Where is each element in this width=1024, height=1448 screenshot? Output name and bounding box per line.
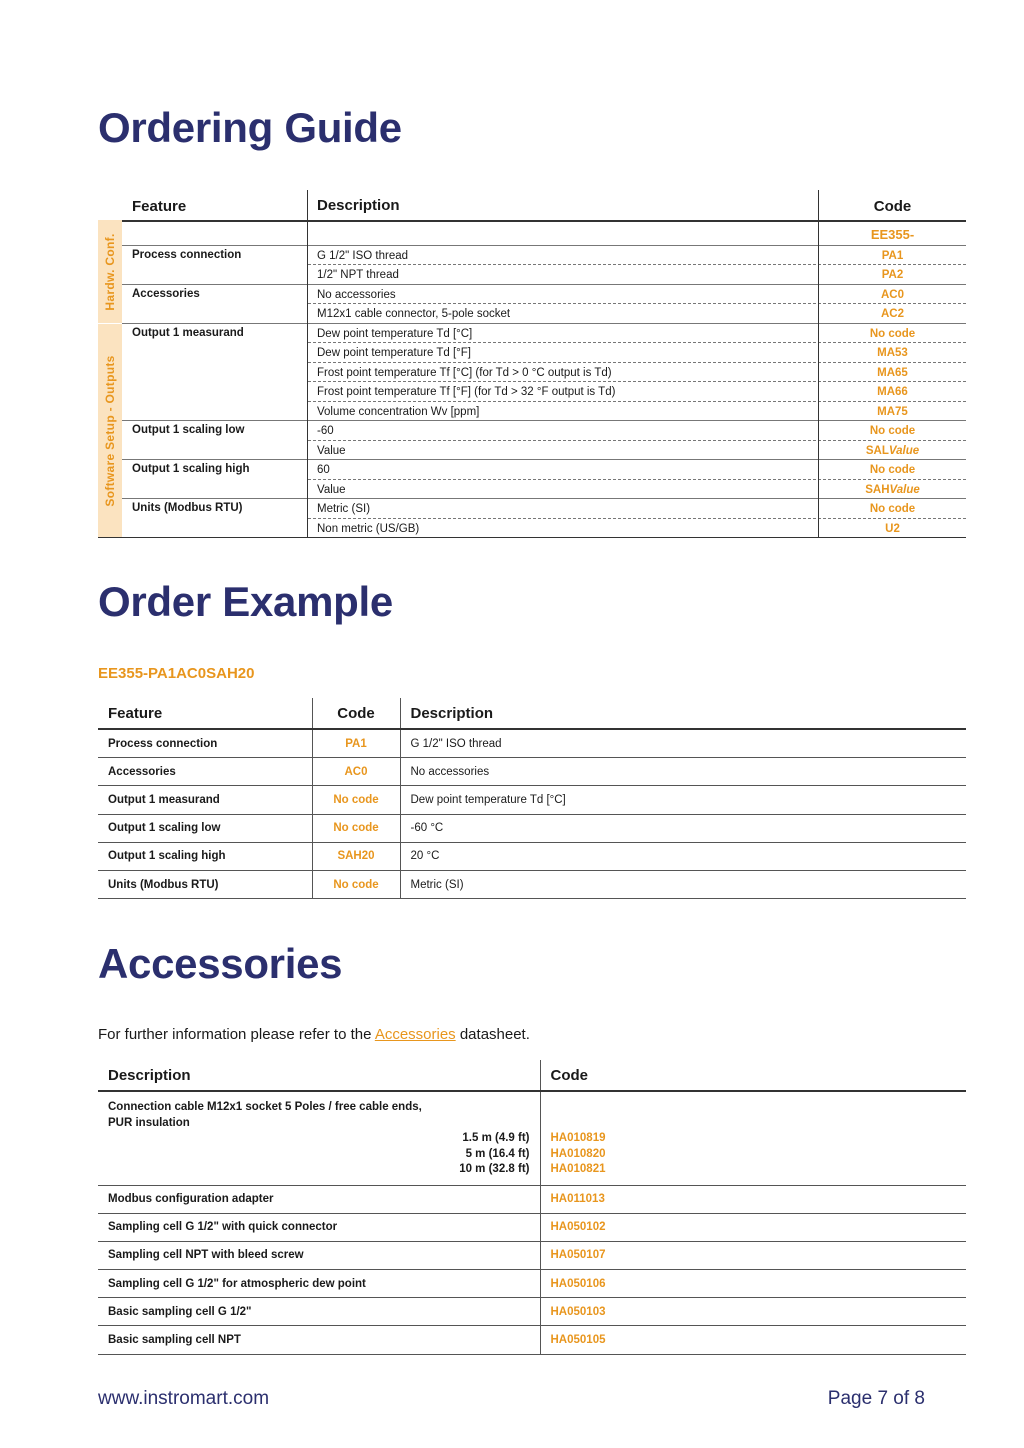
group-label: Software Setup - Outputs [103,355,117,507]
ordering-guide-header [98,190,966,222]
ordering-guide-title: Ordering Guide [98,104,402,151]
order-example-row [98,842,966,870]
row-code [819,386,966,398]
row-description: No accessories [317,288,396,301]
ordering-guide-table [98,190,966,538]
row-description: G 1/2" ISO thread [400,729,966,758]
row-feature: Output 1 scaling high [132,463,250,475]
row-feature: Accessories [98,758,312,786]
header-description: Description [317,197,400,214]
accessories-header [98,1060,966,1091]
row-description: 60 [317,464,330,476]
order-example-row [98,758,966,786]
ordering-guide-row [98,402,966,422]
order-example-row [98,786,966,814]
row-code [819,328,966,340]
row-code: AC0 [312,758,400,786]
row-code [819,406,966,418]
row-code: No code [312,870,400,898]
order-example-row [98,814,966,842]
intro-text: For further information please refer to the [98,1026,375,1043]
row-code-text: No code [869,327,916,340]
accessory-code: HA050106 [540,1270,966,1298]
row-description: Value [317,483,346,496]
row-code [819,289,966,301]
row-code: No code [312,814,400,842]
row-code-text: PA2 [881,269,904,281]
footer-page-number: Page 7 of 8 [827,1388,925,1409]
row-code-text: AC2 [880,308,904,320]
row-feature: Output 1 scaling high [98,842,312,870]
row-code-text: U2 [885,522,900,535]
row-feature: Units (Modbus RTU) [98,870,312,898]
row-description: Dew point temperature Td [°F] [317,347,471,359]
base-code: EE355- [870,227,915,242]
accessory-description: Basic sampling cell NPT [98,1326,540,1354]
ordering-guide-row [98,285,966,305]
ordering-guide-rows [98,246,966,539]
row-code-italic: Value [888,444,920,457]
accessory-description: Sampling cell G 1/2" with quick connector [98,1213,540,1241]
accessory-code: HA050107 [540,1241,966,1269]
row-feature: Output 1 measurand [132,326,244,339]
row-feature: Units (Modbus RTU) [132,502,243,514]
row-code [819,445,966,457]
row-description: Dew point temperature Td [°C] [400,786,966,814]
row-code-text: AC0 [880,288,904,301]
row-feature: Output 1 scaling low [132,424,245,436]
row-description: Metric (SI) [317,503,371,515]
row-description: -60 °C [400,814,966,842]
row-code [819,503,966,515]
accessory-row [98,1185,966,1213]
ordering-guide-row [98,421,966,441]
row-code-text: No code [869,425,916,437]
accessory-row [98,1213,966,1241]
intro-text-end: datasheet. [455,1026,530,1043]
row-code-text: No code [869,503,916,515]
group-label: Hardw. Conf. [103,232,117,311]
cable-line-2: PUR insulation [108,1116,190,1129]
accessory-description: Basic sampling cell G 1/2" [98,1298,540,1326]
cable-description [98,1091,540,1185]
cable-code: HA010820 [550,1147,606,1160]
accessory-row [98,1241,966,1269]
group-hardware-config [98,220,122,323]
accessories-table [98,1060,966,1355]
accessory-row [98,1270,966,1298]
cable-codes [551,1131,957,1178]
row-code-text: No code [869,464,916,476]
row-code [819,269,966,281]
ordering-guide-row [98,499,966,519]
cable-lengths [108,1131,530,1178]
row-code [819,347,966,359]
accessory-code: HA011013 [540,1185,966,1213]
cable-length: 5 m (16.4 ft) [465,1147,530,1160]
row-code [819,425,966,437]
row-description: M12x1 cable connector, 5-pole socket [317,308,511,320]
order-example-row [98,729,966,758]
header-feature: Feature [98,698,312,729]
row-code: PA1 [312,729,400,758]
ordering-guide-row [98,519,966,539]
row-code: No code [312,786,400,814]
row-feature: Process connection [98,729,312,758]
row-code-text: SAH [865,483,890,496]
row-description: -60 [317,425,334,437]
row-code-text: MA53 [877,347,908,359]
row-description: Non metric (US/GB) [317,522,420,535]
header-feature: Feature [132,198,187,215]
row-feature: Accessories [132,287,200,300]
ordering-guide-row [98,246,966,266]
header-code: Code [540,1060,966,1091]
ordering-guide-row [98,363,966,383]
accessories-intro [98,1026,530,1043]
row-code-text: SAL [865,444,889,457]
order-example-row [98,870,966,898]
row-description: Volume concentration Wv [ppm] [317,405,480,418]
row-code [819,464,966,476]
cable-code: HA010819 [550,1132,606,1144]
row-code-text: PA1 [881,249,904,262]
row-description: G 1/2" ISO thread [317,249,409,262]
ordering-guide-row [98,324,966,344]
ordering-guide-row [98,265,966,285]
cable-code: HA010821 [550,1163,606,1175]
row-code-text: MA65 [877,366,908,379]
order-example-title: Order Example [98,578,393,625]
row-code-text: MA66 [877,386,908,398]
row-code [819,250,966,262]
row-code-text: MA75 [877,405,908,418]
cable-codes-cell [540,1091,966,1185]
accessories-title: Accessories [98,940,343,987]
base-code-row [98,222,966,246]
footer-website: www.instromart.com [98,1388,270,1409]
group-software-setup [98,324,122,538]
cable-line-1: Connection cable M12x1 socket 5 Poles / free cable ends, [108,1101,422,1113]
row-description: 1/2" NPT thread [317,269,399,281]
accessory-description: Modbus configuration adapter [98,1185,540,1213]
row-code [819,367,966,379]
accessory-code: HA050102 [540,1213,966,1241]
row-description: Value [317,444,346,457]
accessory-row [98,1326,966,1354]
ordering-guide-row [98,460,966,480]
accessory-description: Sampling cell NPT with bleed screw [98,1241,540,1269]
row-description: Metric (SI) [400,870,966,898]
row-code: SAH20 [312,842,400,870]
cable-length: 10 m (32.8 ft) [459,1163,530,1175]
accessories-datasheet-link[interactable]: Accessories [374,1026,456,1043]
accessory-code: HA050103 [540,1298,966,1326]
accessory-description: Sampling cell G 1/2" for atmospheric dew point [98,1270,540,1298]
header-code: Code [312,698,400,729]
header-code: Code [873,198,912,215]
row-feature: Process connection [132,248,242,261]
row-feature: Output 1 measurand [98,786,312,814]
accessory-row [98,1298,966,1326]
cable-row [98,1091,966,1185]
header-description: Description [98,1060,540,1091]
accessory-code: HA050105 [540,1326,966,1354]
row-code-italic: Value [889,483,920,496]
row-description: Dew point temperature Td [°C] [317,327,473,340]
row-code [819,308,966,320]
header-description: Description [400,698,966,729]
ordering-guide-row [98,304,966,324]
order-example-code: EE355-PA1AC0SAH20 [98,665,255,682]
row-description: Frost point temperature Tf [°F] (for Td > 32 °F output is Td) [317,386,616,398]
ordering-guide-row [98,441,966,461]
cable-length: 1.5 m (4.9 ft) [462,1132,530,1144]
ordering-guide-row [98,382,966,402]
row-description: No accessories [400,758,966,786]
row-code [819,484,966,496]
order-example-header [98,698,966,729]
order-example-table [98,698,966,899]
ordering-guide-row [98,480,966,500]
row-code [819,523,966,535]
ordering-guide-row [98,343,966,363]
row-description: Frost point temperature Tf [°C] (for Td > 0 °C output is Td) [317,366,612,379]
row-feature: Output 1 scaling low [98,814,312,842]
row-description: 20 °C [400,842,966,870]
